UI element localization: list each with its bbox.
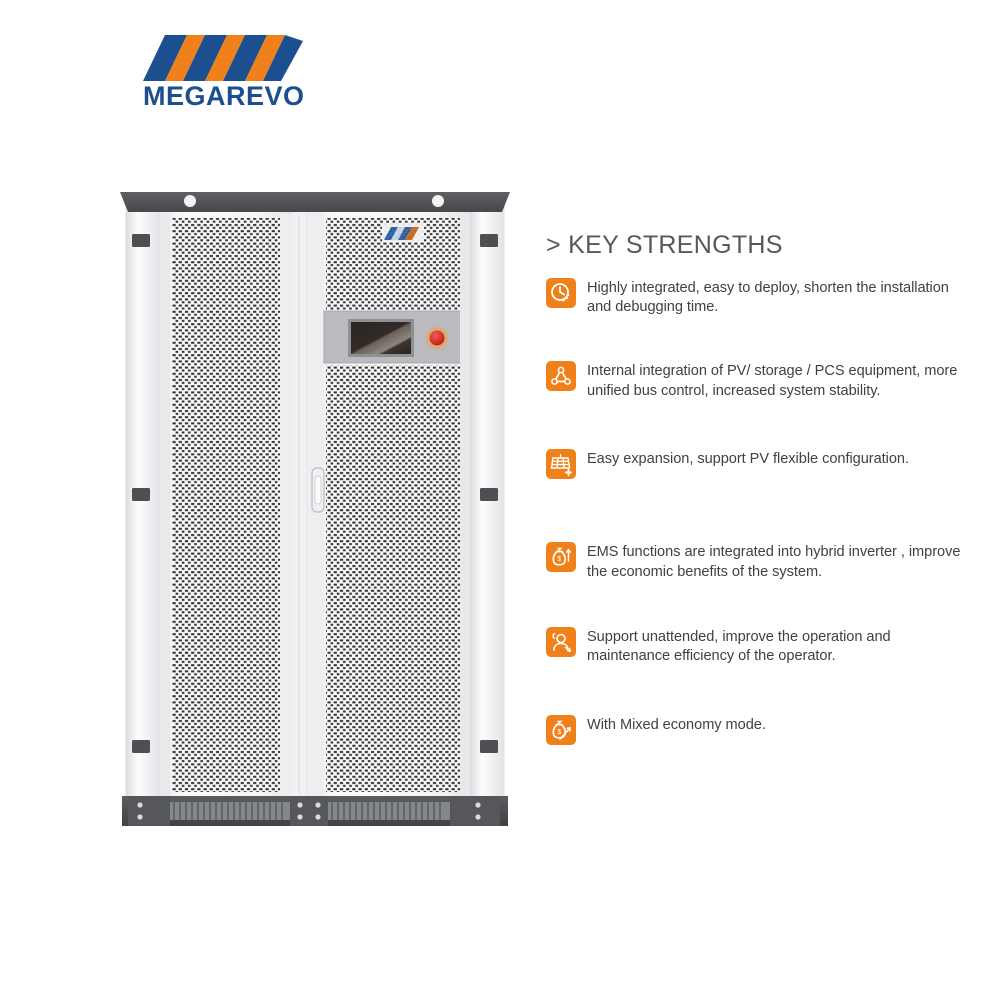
brand-wordmark: MEGAREVO [143, 81, 305, 111]
strength-text: With Mixed economy mode. [587, 716, 766, 733]
lcd-display [351, 322, 411, 354]
left-frame-stile [126, 212, 160, 798]
emergency-stop-button [430, 331, 445, 346]
strength-item [546, 449, 976, 479]
cabinet-body [120, 192, 510, 826]
cabinet-door-right[interactable] [306, 212, 470, 798]
cabinet-door-left[interactable] [160, 212, 292, 798]
right-frame-stile [470, 212, 504, 798]
megarevo-m-logo-icon [143, 33, 303, 83]
strength-text: Support unattended, improve the operation and maintenance efficiency of the operator. [587, 628, 891, 665]
cabinet-top-cap [120, 192, 510, 212]
top-mount-point-right [432, 195, 444, 207]
strength-item [546, 627, 976, 667]
strength-text: Highly integrated, easy to deploy, shorten the installation and debugging time. [587, 279, 949, 315]
strength-text: Internal integration of PV/ storage / PCS equipment, more unified bus control, increased system stability. [587, 363, 958, 399]
key-strengths-title: > KEY STRENGTHS [546, 231, 783, 259]
strength-text: EMS functions are integrated into hybrid inverter , improve the economic benefits of the system. [587, 544, 961, 580]
control-panel[interactable] [324, 311, 462, 363]
money-bag-arrow-icon [546, 715, 576, 745]
energy-storage-cabinet-image [110, 180, 520, 845]
clock-icon [546, 278, 576, 308]
strength-text: Easy expansion, support PV flexible configuration. [587, 451, 909, 468]
network-nodes-icon [546, 361, 576, 391]
cabinet-base-plinth [122, 796, 508, 826]
top-mount-point-left [184, 195, 196, 207]
brand-logo [143, 33, 463, 118]
megarevo-badge-icon [382, 224, 424, 242]
key-strengths-section [546, 232, 976, 745]
svg-text:$: $ [557, 728, 562, 736]
solar-panel-plus-icon [546, 449, 576, 479]
door-handle[interactable] [312, 468, 324, 512]
money-bag-chart-icon [546, 542, 576, 572]
strength-item [546, 278, 976, 318]
person-gear-icon [546, 627, 576, 657]
strength-item [546, 361, 976, 401]
strength-item [546, 715, 976, 745]
svg-text:$: $ [557, 556, 562, 564]
strength-item [546, 542, 976, 582]
